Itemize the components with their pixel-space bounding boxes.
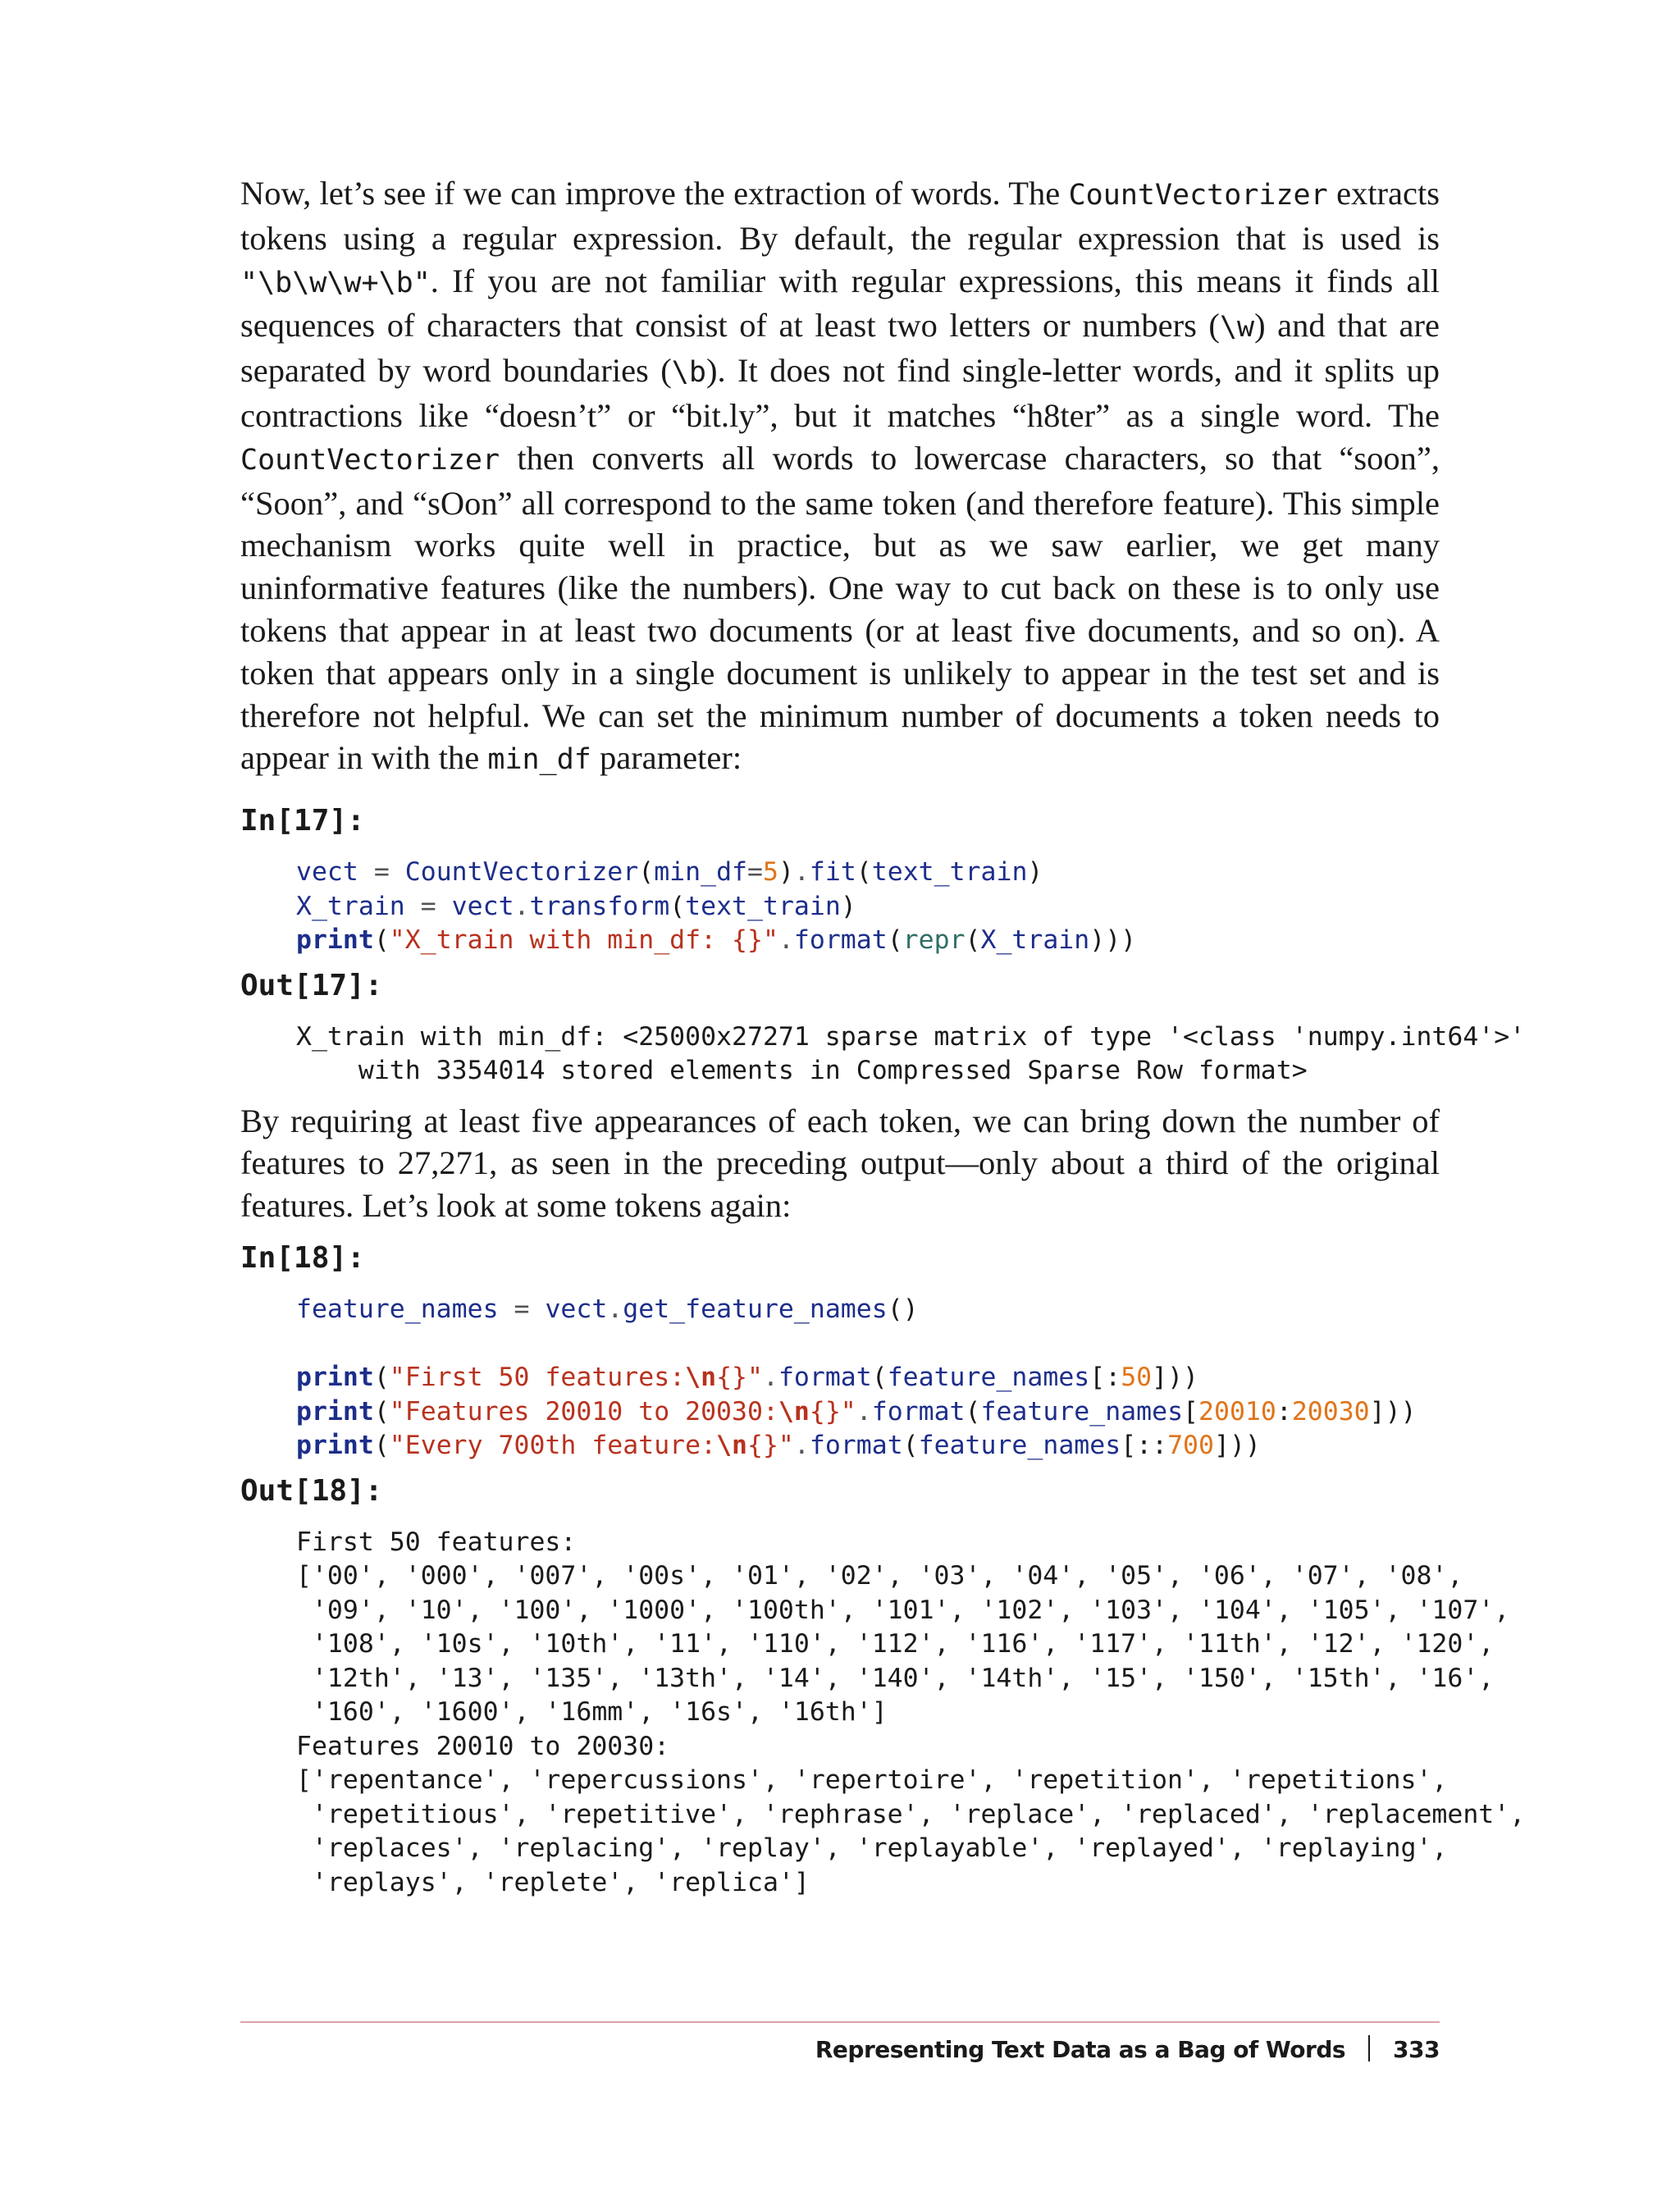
text-span: . If you are not familiar with regular expressions, this means it finds all sequences of characters that consist of at least two letters or numbers ( [240,262,1440,345]
page-number: 333 [1393,2036,1440,2063]
body-paragraph-1 [240,172,1440,782]
text-span: then converts all words to lowercase characters, so that “soon”, “Soon”, and “sOon” all correspond to the same token (and therefore feature). This simple mechanism works quite well in practice, but as we saw earlier, we get many uninformative features (like the numbers). One way to cut back on these is to only use tokens that appear in at least two documents (or at least five documents, and so on). A token that appears only in a single document is unlikely to appear in the test set and is therefore not helpful. We can set the minimum number of documents a token needs to appear in with the [240,439,1440,777]
code-input-18: feature_names = vect.get_feature_names() print("First 50 features:\n{}".format(feature_names[:50])) print("Features 20010 to 20030:\n{}".format(feature_names[20010:20030])) print("Every 700th feature:\n{}".format(feature_names[::700])) [296,1294,1417,1461]
text-span: ). It does not find single-letter words, and it splits up contractions like “doesn’t” or “bit.ly”, but it matches “h8ter” as a single word. The [240,352,1440,434]
cell-input-label: In[18]: [240,1241,365,1276]
page-footer [815,2031,1440,2069]
cell-input-label: In[17]: [240,804,365,838]
text-span: ) and that are separated by word boundaries ( [240,307,1440,390]
cell-output-label: Out[18]: [240,1473,383,1508]
text-span: extracts tokens using a regular expression. By default, the regular expression that is used is [240,175,1440,257]
footer-separator [1368,2035,1370,2061]
inline-code: \b [671,356,706,390]
inline-code: CountVectorizer [1068,179,1328,212]
text-span: parameter: [591,739,742,777]
cell-output-label: Out[17]: [240,968,383,1002]
text-span: Now, let’s see if we can improve the extraction of words. The [240,175,1069,212]
code-input-17: vect = CountVectorizer(min_df=5).fit(text_train) X_train = vect.transform(text_train) print("X_train with min_df: {}".format(repr(X_train))) [296,857,1137,956]
code-output-17: X_train with min_df: <25000x27271 sparse matrix of type '<class 'numpy.int64'>' with 3354014 stored elements in Compressed Sparse Row format> [296,1021,1526,1086]
page-content [240,172,1526,1900]
inline-code: \w [1219,311,1255,345]
running-title: Representing Text Data as a Bag of Words [815,2036,1346,2063]
inline-code: "\b\w\w+\b" [240,266,431,299]
code-output-18: First 50 features: ['00', '000', '007', '00s', '01', '02', '03', '04', '05', '06', '07', '08', '09', '10', '100', '1000', '100th', '101', '102', '103', '104', '105', '107', '108', '10s', '10th', '11', '110', '112', '116', '117', '11th', '12', '120', '12th', '13', '135', '13th', '14', '140', '14th', '15', '150', '15th', '16', '160', '1600', '16mm', '16s', '16th'] Features 20010 to 20030: ['repentance', 'repercussions', 'repertoire', 'repetition', 'repetitions', 'repetitious', 'repetitive', 'rephrase', 'replace', 'replaced', 'replacement', 'replaces', 'replacing', 'replay', 'replayable', 'replayed', 'replaying', 'replays', 'replete', 'replica'] [296,1527,1526,1897]
footer-divider [240,2021,1440,2023]
inline-code: min_df [487,743,591,777]
body-paragraph-2: By requiring at least five appearances of each token, we can bring down the number of features to 27,271, as seen in the preceding output—only about a third of the original features. Let’s look at some tokens again: [240,1102,1440,1225]
inline-code: CountVectorizer [240,443,500,477]
